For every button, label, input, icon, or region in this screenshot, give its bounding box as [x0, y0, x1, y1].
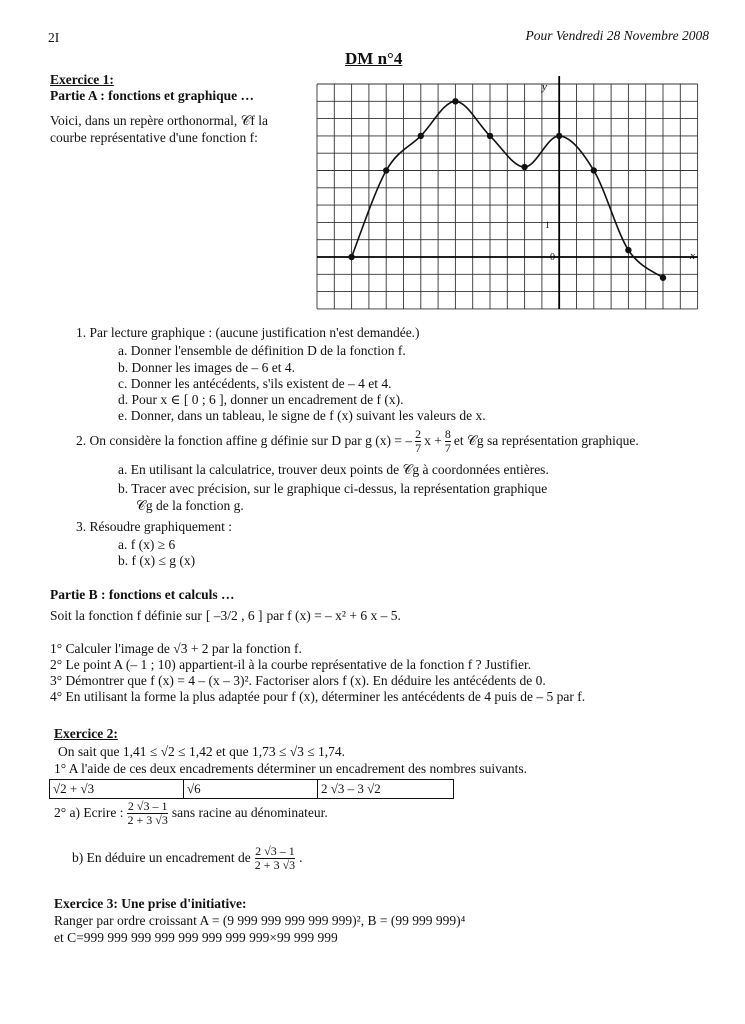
curve-point: [591, 167, 597, 173]
exercise-3-title: Exercice 3: Une prise d'initiative:: [54, 896, 247, 911]
exercise-2-q2b: b) En déduire un encadrement de $\frac{2 √3 - 1}{2 + 3 √3}$ .: [72, 844, 303, 872]
question-3b: b. f (x) ≤ g (x): [118, 553, 196, 568]
x-axis-label: x: [690, 250, 695, 262]
part-b-title: Partie B : fonctions et calculs …: [50, 587, 235, 602]
question-1a: a. Donner l'ensemble de définition D de la fonction f.: [118, 343, 406, 358]
question-2-end: et 𝒞g sa représentation graphique.: [453, 432, 639, 448]
exercise-2-title: Exercice 2:: [54, 726, 118, 741]
question-2-start: 2. On considère la fonction affine g définie sur D par g (x) = –: [76, 432, 413, 448]
curve-point: [487, 133, 493, 139]
part-b-q4: 4° En utilisant la forme la plus adaptée pour f (x), déterminer les antécédents de 4 puis de – 5 par f.: [50, 689, 586, 704]
intro-line-1: Voici, dans un repère orthonormal, 𝒞f la: [50, 113, 269, 128]
table-cell: √2 + √3: [50, 780, 184, 798]
interval: [ –3/2 , 6 ]: [205, 608, 263, 623]
part-b-intro: Soit la fonction f définie sur [ –3/2 , 6 ] par f (x) = – x² + 6 x – 5.: [50, 608, 401, 623]
part-b-q2: 2° Le point A (– 1 ; 10) appartient-il à la courbe représentative de la fonction f ? Justifier.: [50, 657, 532, 672]
fraction-8-7: $\frac{8}{7}$: [444, 427, 451, 455]
question-1c: c. Donner les antécédents, s'ils existent de – 4 et 4.: [118, 376, 392, 391]
question-3: 3. Résoudre graphiquement :: [76, 519, 232, 534]
exercise-2-line-2: 1° A l'aide de ces deux encadrements déterminer un encadrement des nombres suivants.: [54, 761, 528, 776]
unit-label: 1: [545, 220, 550, 230]
question-2-middle: x +: [424, 432, 442, 448]
origin-label: 0: [550, 252, 555, 263]
function-graph: [312, 76, 700, 316]
question-2b-line-1: b. Tracer avec précision, sur le graphique ci-dessus, la représentation graphique: [118, 481, 548, 496]
question-3a: a. f (x) ≥ 6: [118, 537, 176, 552]
question-2a: a. En utilisant la calculatrice, trouver deux points de 𝒞g à coordonnées entières.: [118, 462, 549, 477]
curve-point: [556, 133, 562, 139]
class-label: 2I: [48, 30, 60, 45]
table-cell: 2 √3 – 3 √2: [321, 781, 381, 796]
numbers-table: [49, 779, 454, 799]
question-1d: d. Pour x ∈ [ 0 ; 6 ], donner un encadrement de f (x).: [118, 392, 404, 407]
exercise-2-q2a: 2° a) Ecrire : $\frac{2 √3 - 1}{2 + 3 √3}$ sans racine au dénominateur.: [54, 799, 328, 827]
fraction-2-7: $\frac{2}{7}$: [415, 427, 422, 455]
curve-point: [348, 254, 354, 260]
fraction-expression: $\frac{2 √3 - 1}{2 + 3 √3}$: [127, 799, 168, 827]
page-title: DM n°4: [345, 49, 403, 68]
intro-line-2: courbe représentative d'une fonction f:: [50, 130, 258, 145]
curve-point: [660, 275, 666, 281]
question-1e: e. Donner, dans un tableau, le signe de f (x) suivant les valeurs de x.: [118, 408, 486, 423]
curve-point: [521, 164, 527, 170]
question-1: 1. Par lecture graphique : (aucune justification n'est demandée.): [76, 325, 420, 340]
exercise-2-line-1: On sait que 1,41 ≤ √2 ≤ 1,42 et que 1,73 ≤ √3 ≤ 1,74.: [58, 744, 346, 759]
exercise-3-line-2: et C=999 999 999 999 999 999 999 999×99 999 999: [54, 930, 338, 945]
exercise-3-line-1: Ranger par ordre croissant A = (9 999 999 999 999 999)², B = (99 999 999)⁴: [54, 913, 466, 928]
part-b-q3: 3° Démontrer que f (x) = 4 – (x – 3)². Factoriser alors f (x). En déduire les antécédents de 0.: [50, 673, 546, 688]
part-a-title: Partie A : fonctions et graphique …: [50, 88, 254, 103]
curve-point: [418, 133, 424, 139]
part-b-q1: 1° Calculer l'image de √3 + 2 par la fonction f.: [50, 641, 302, 656]
table-cell: √6: [184, 780, 318, 798]
exercise-1-title: Exercice 1:: [50, 72, 114, 87]
y-axis-label: y: [542, 81, 547, 93]
question-2b-line-2: 𝒞g de la fonction g.: [136, 498, 244, 513]
curve-point: [452, 98, 458, 104]
fraction-expression: $\frac{2 √3 - 1}{2 + 3 √3}$: [254, 844, 296, 872]
curve-point: [383, 167, 389, 173]
question-2: [76, 428, 639, 454]
due-date: Pour Vendredi 28 Novembre 2008: [525, 28, 709, 43]
question-1b: b. Donner les images de – 6 et 4.: [118, 360, 295, 375]
curve-point: [625, 247, 631, 253]
